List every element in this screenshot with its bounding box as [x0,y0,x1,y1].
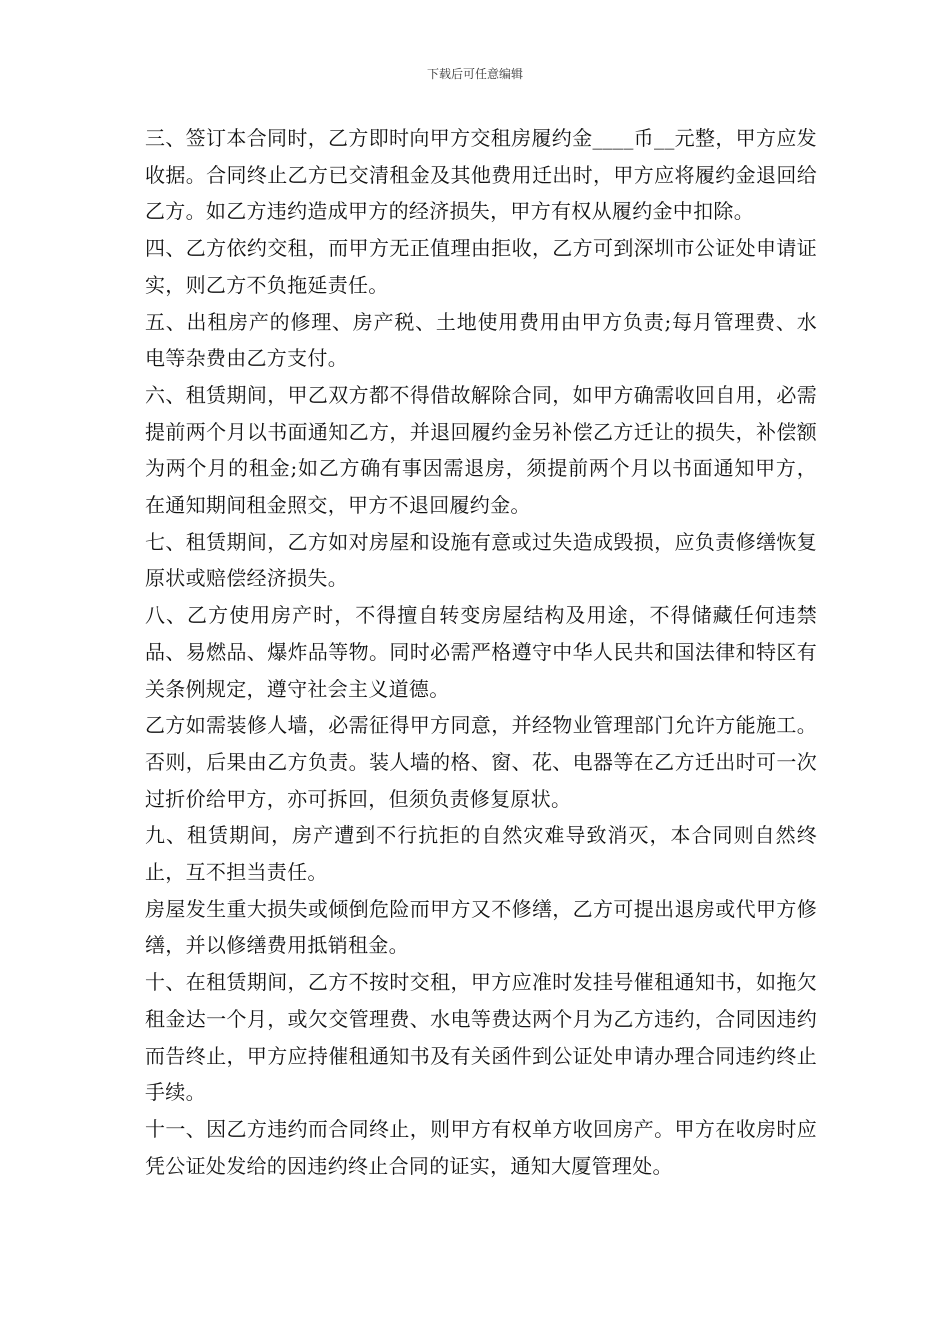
clause-6: 六、租赁期间，甲乙双方都不得借故解除合同，如甲方确需收回自用，必需提前两个月以书面通知乙方，并退回履约金另补偿乙方迁让的损失，补偿额为两个月的租金;如乙方确有事因需退房，须提前两个月以书面通知甲方，在通知期间租金照交，甲方不退回履约金。 [145,382,817,518]
page-header: 下载后可任意编辑 [426,67,523,81]
clause-8-supplement: 乙方如需装修人墙，必需征得甲方同意，并经物业管理部门允许方能施工。否则，后果由乙方负责。装人墙的格、窗、花、电器等在乙方迁出时可一次过折价给甲方，亦可拆回，但须负责修复原状。 [145,713,817,811]
clause-5: 五、出租房产的修理、房产税、土地使用费用由甲方负责;每月管理费、水电等杂费由乙方支付。 [145,309,817,371]
contract-body [145,120,817,1184]
clause-7: 七、租赁期间，乙方如对房屋和设施有意或过失造成毁损，应负责修缮恢复原状或赔偿经济损失。 [145,529,817,591]
clause-9: 九、租赁期间，房产遭到不行抗拒的自然灾难导致消灭，本合同则自然终止，互不担当责任。 [145,823,817,885]
clause-10: 十、在租赁期间，乙方不按时交租，甲方应准时发挂号催租通知书，如拖欠租金达一个月，或欠交管理费、水电等费达两个月为乙方违约，合同因违约而告终止，甲方应持催租通知书及有关函件到公证处申请办理合同违约终止手续。 [145,970,817,1105]
clause-4: 四、乙方依约交租，而甲方无正值理由拒收，乙方可到深圳市公证处申请证实，则乙方不负拖延责任。 [145,236,817,297]
clause-8: 八、乙方使用房产时，不得擅自转变房屋结构及用途，不得储藏任何违禁品、易燃品、爆炸品等物。同时必需严格遵守中华人民共和国法律和特区有关条例规定，遵守社会主义道德。 [145,603,817,701]
clause-3: 三、签订本合同时，乙方即时向甲方交租房履约金____币__元整，甲方应发收据。合同终止乙方已交清租金及其他费用迁出时，甲方应将履约金退回给乙方。如乙方违约造成甲方的经济损失，甲方有权从履约金中扣除。 [145,126,817,224]
clause-11: 十一、因乙方违约而合同终止，则甲方有权单方收回房产。甲方在收房时应凭公证处发给的因违约终止合同的证实，通知大厦管理处。 [145,1116,817,1178]
clause-9-supplement: 房屋发生重大损失或倾倒危险而甲方又不修缮，乙方可提出退房或代甲方修缮，并以修缮费用抵销租金。 [145,896,817,958]
